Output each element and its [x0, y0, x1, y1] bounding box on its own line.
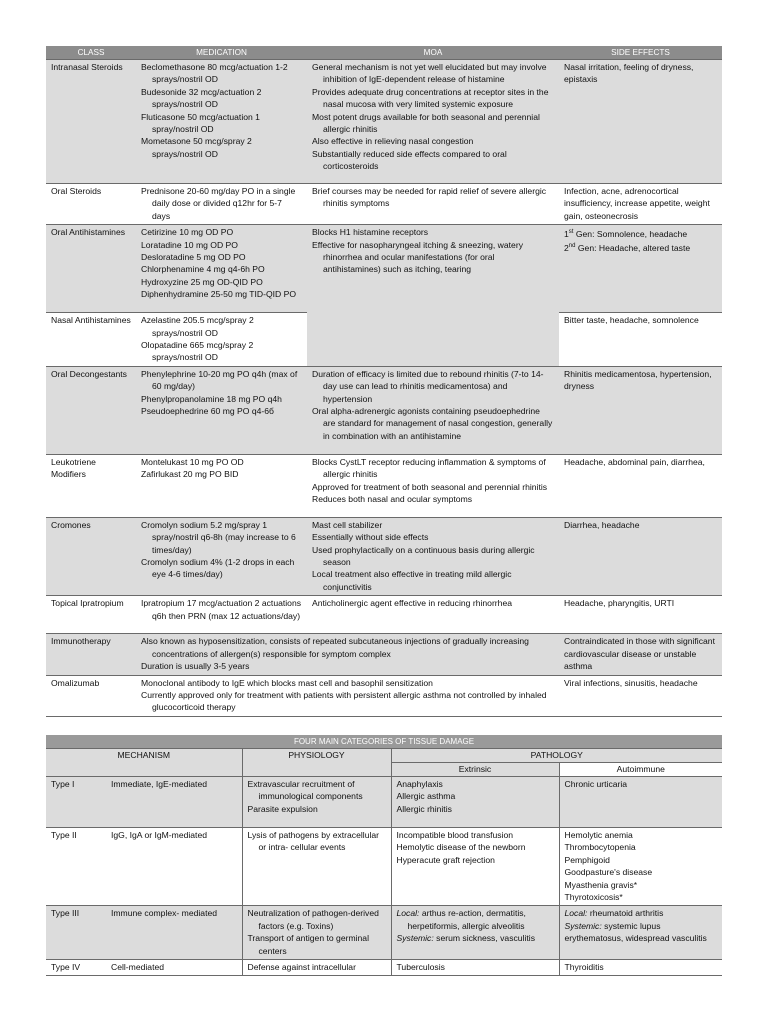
extrinsic-systemic: Systemic: serum sickness, vasculitis [396, 933, 535, 944]
row-mechanism: Cell-mediated [106, 960, 242, 976]
medication-entry: Phenylephrine 10-20 mg PO q4h (max of 60 mg/day) [141, 368, 298, 392]
extrinsic-entry: Allergic rhinitis [396, 803, 452, 814]
row-autoimmune [559, 960, 722, 976]
medication-entry: Prednisone 20-60 mg/day PO in a single daily dose or divided q12hr for 5-7 days [141, 186, 296, 221]
autoimmune-entry: Thrombocytopenia [564, 842, 636, 853]
tissue-table-title-row [46, 735, 722, 749]
row-extrinsic [391, 906, 559, 960]
medication-entry: Beclomethasone 80 mcg/actuation 1-2 sprays/nostril OD [141, 62, 288, 85]
moa-entry: Blocks CystLT receptor reducing inflammation & symptoms of allergic rhinitis [312, 456, 546, 480]
medication-entry: Olopatadine 665 mcg/spray 2 sprays/nostril OD [141, 340, 254, 363]
moa-entry: Most potent drugs available for both seasonal and perennial allergic rhinitis [312, 111, 540, 135]
moa-entry: Oral alpha-adrenergic agonists containing pseudoephedrine are standard for management of nasal congestion, generally in combination with an antihistamine [312, 406, 553, 441]
drug-table-header [46, 46, 722, 60]
autoimmune-entry: Goodpasture's disease [564, 867, 653, 878]
medication-entry: Pseudoephedrine 60 mg PO q4-6б [141, 406, 274, 417]
row-description [136, 634, 559, 675]
row-side-effects: Diarrhea, headache [559, 517, 722, 595]
physiology-entry: Parasite expulsion [247, 803, 318, 814]
medication-entry: Ipratropium 17 mcg/actuation 2 actuations q6h then PRN (max 12 actuations/day) [141, 598, 302, 621]
moa-entry: Essentially without side effects [312, 532, 429, 543]
row-moa [307, 366, 559, 454]
row-mechanism: Immune complex- mediated [106, 906, 242, 960]
row-class: Nasal Antihistamines [46, 313, 136, 367]
medication-entry: Desloratadine 5 mg OD PO [141, 252, 246, 263]
row-class: Immunotherapy [46, 634, 136, 675]
row-side-effects: Rhinitis medicamentosa, hypertension, dryness [559, 366, 722, 454]
table-row [46, 60, 722, 184]
medication-entry: Cetirizine 10 mg OD PO [141, 227, 234, 238]
description-entry: Duration is usually 3-5 years [141, 661, 250, 672]
medication-entry: Montelukast 10 mg PO OD [141, 456, 244, 467]
moa-entry: Duration of efficacy is limited due to rebound rhinitis (7-to 14-day use can lead to rhinitis medicamentosa) and hypertension [312, 368, 544, 404]
table-row [46, 517, 722, 595]
row-side-effects: Infection, acne, adrenocortical insufficiency, increase appetite, weight gain, osteonecrosis [559, 184, 722, 225]
row-side-effects: Bitter taste, headache, somnolence [559, 313, 722, 367]
autoimmune-entry: Myasthenia gravis* [564, 879, 638, 890]
row-side-effects: Headache, abdominal pain, diarrhea, [559, 454, 722, 517]
header-autoimmune: Autoimmune [559, 763, 722, 777]
extrinsic-entry: Allergic asthma [396, 791, 456, 802]
moa-entry: Approved for treatment of both seasonal and perennial rhinitis [312, 481, 548, 492]
medication-entry: Azelastine 205.5 mcg/spray 2 sprays/nostril OD [141, 315, 254, 338]
medication-entry: Mometasone 50 mcg/spray 2 sprays/nostril OD [141, 136, 252, 159]
row-side-effects [559, 225, 722, 313]
row-class: Intranasal Steroids [46, 60, 136, 184]
row-medications [136, 313, 307, 367]
medication-entry: Zafirlukast 20 mg PO BID [141, 469, 239, 480]
row-type: Type I [46, 777, 106, 828]
side-effect-first-gen: 1st Gen: Somnolence, headache [564, 229, 688, 240]
row-physiology [242, 960, 391, 976]
medication-entry: Cromolyn sodium 4% (1-2 drops in each eye 4-6 times/day) [141, 557, 295, 580]
row-mechanism: Immediate, IgE-mediated [106, 777, 242, 828]
extrinsic-local: Local: arthus re-action, dermatitis, herpetiformis, allergic alveolitis [396, 908, 526, 931]
table-row [46, 596, 722, 634]
side-effect-second-gen: 2nd Gen: Headache, altered taste [564, 243, 691, 254]
extrinsic-entry: Hyperacute graft rejection [396, 854, 495, 865]
row-side-effects: Nasal irritation, feeling of dryness, epistaxis [559, 60, 722, 184]
row-description [136, 675, 559, 716]
tissue-table-title: FOUR MAIN CATEGORIES OF TISSUE DAMAGE [46, 735, 722, 749]
moa-entry: General mechanism is not yet well elucidated but may involve inhibition of IgE-dependent release of histamine [312, 62, 547, 85]
row-medications [136, 454, 307, 517]
medication-entry: Hydroxyzine 25 mg OD-QID PO [141, 276, 263, 287]
row-extrinsic [391, 828, 559, 906]
physiology-entry: Neutralization of pathogen-derived factors (e.g. Toxins) [247, 908, 379, 931]
moa-entry: Blocks H1 histamine receptors [312, 227, 429, 238]
row-autoimmune [559, 828, 722, 906]
row-class: Topical Ipratropium [46, 596, 136, 634]
row-class: Oral Decongestants [46, 366, 136, 454]
row-physiology [242, 906, 391, 960]
row-class: Omalizumab [46, 675, 136, 716]
row-class: Oral Antihistamines [46, 225, 136, 313]
row-moa [307, 517, 559, 595]
extrinsic-entry: Anaphylaxis [396, 779, 443, 789]
autoimmune-entry: Thyroiditis [564, 962, 604, 973]
physiology-entry: Extravascular recruitment of immunological components [247, 779, 363, 802]
tissue-damage-table [46, 735, 722, 976]
description-entry: Monoclonal antibody to IgE which blocks mast cell and basophil sensitization [141, 677, 433, 688]
header-extrinsic: Extrinsic [391, 763, 559, 777]
row-class: Oral Steroids [46, 184, 136, 225]
table-row [46, 454, 722, 517]
extrinsic-entry: Tuberculosis [396, 962, 445, 973]
autoimmune-entry: Chronic urticaria [564, 779, 628, 789]
table-row [46, 828, 722, 906]
moa-entry: Substantially reduced side effects compared to oral corticosteroids [312, 148, 507, 172]
moa-entry: Local treatment also effective in treating mild allergic conjunctivitis [312, 569, 512, 592]
row-type: Type III [46, 906, 106, 960]
table-row [46, 366, 722, 454]
row-mechanism: IgG, IgA or IgM-mediated [106, 828, 242, 906]
row-autoimmune [559, 777, 722, 828]
moa-entry: Used prophylactically on a continuous basis during allergic season [312, 544, 535, 568]
header-medication: MEDICATION [136, 46, 307, 60]
row-autoimmune [559, 906, 722, 960]
row-medications [136, 366, 307, 454]
medication-entry: Loratadine 10 mg OD PO [141, 239, 238, 250]
row-type: Type II [46, 828, 106, 906]
table-row [46, 225, 722, 313]
row-moa [307, 596, 559, 634]
row-extrinsic [391, 777, 559, 828]
table-row [46, 777, 722, 828]
description-entry: Currently approved only for treatment with patients with persistent allergic asthma not controlled by inhaled glucocorticoid therapy [141, 689, 547, 713]
moa-entry: Effective for nasopharyngeal itching & sneezing, watery rhinorrhea and ocular manifestations (for oral antihistamines) such as itching, tearing [312, 239, 523, 275]
extrinsic-entry: Hemolytic disease of the newborn [396, 842, 526, 853]
header-moa: MOA [307, 46, 559, 60]
medication-entry: Chlorphenamine 4 mg q4-6h PO [141, 264, 265, 275]
tissue-table-header-row [46, 749, 722, 763]
row-medications [136, 184, 307, 225]
row-medications [136, 517, 307, 595]
moa-entry: Brief courses may be needed for rapid relief of severe allergic rhinitis symptoms [312, 186, 547, 209]
header-side-effects: SIDE EFFECTS [559, 46, 722, 60]
table-row [46, 634, 722, 675]
table-row [46, 960, 722, 976]
table-row [46, 675, 722, 716]
autoimmune-systemic: Systemic: systemic lupus erythematosus, widespread vasculitis [564, 920, 707, 944]
header-pathology: PATHOLOGY [391, 749, 722, 763]
drug-table [46, 46, 722, 717]
autoimmune-local: Local: rheumatoid arthritis [564, 908, 664, 919]
medication-entry: Phenylpropanolamine 18 mg PO q4h [141, 393, 282, 404]
autoimmune-entry: Thyrotoxicosis* [564, 892, 623, 903]
row-side-effects: Viral infections, sinusitis, headache [559, 675, 722, 716]
row-side-effects: Contraindicated in those with significant cardiovascular disease or unstable asthma [559, 634, 722, 675]
medication-entry: Budesonide 32 mcg/actuation 2 sprays/nostril OD [141, 86, 262, 110]
autoimmune-entry: Hemolytic anemia [564, 830, 633, 840]
table-row [46, 906, 722, 960]
row-moa [307, 60, 559, 184]
physiology-entry: Lysis of pathogens by extracellular or intra- cellular events [247, 830, 380, 853]
header-class: CLASS [46, 46, 136, 60]
row-moa [307, 225, 559, 367]
medication-entry: Fluticasone 50 mcg/actuation 1 spray/nostril OD [141, 111, 260, 135]
moa-entry: Reduces both nasal and ocular symptoms [312, 494, 473, 505]
row-side-effects: Headache, pharyngitis, URTI [559, 596, 722, 634]
row-moa [307, 184, 559, 225]
physiology-entry: Transport of antigen to germinal centers [247, 933, 369, 956]
table-row [46, 184, 722, 225]
header-mechanism: MECHANISM [46, 749, 242, 777]
description-entry: Also known as hyposensitization, consists of repeated subcutaneous injections of gradually increasing concentrations of allergen(s) responsible for symptom complex [141, 636, 529, 659]
extrinsic-entry: Incompatible blood transfusion [396, 830, 514, 840]
row-type: Type IV [46, 960, 106, 976]
row-medications [136, 596, 307, 634]
medication-entry: Diphenhydramine 25-50 mg TID-QID PO [141, 289, 297, 300]
row-physiology [242, 777, 391, 828]
row-extrinsic [391, 960, 559, 976]
row-moa [307, 454, 559, 517]
medication-entry: Cromolyn sodium 5.2 mg/spray 1 spray/nostril q6-8h (may increase to 6 times/day) [141, 519, 296, 555]
row-class: Cromones [46, 517, 136, 595]
moa-entry: Mast cell stabilizer [312, 519, 383, 530]
row-class: Leukotriene Modifiers [46, 454, 136, 517]
moa-entry: Provides adequate drug concentrations at receptor sites in the nasal mucosa with very limited systemic exposure [312, 86, 549, 110]
moa-entry: Also effective in relieving nasal congestion [312, 136, 474, 147]
row-medications [136, 60, 307, 184]
moa-entry: Anticholinergic agent effective in reducing rhinorrhea [312, 598, 513, 609]
autoimmune-entry: Pemphigoid [564, 854, 610, 865]
header-physiology: PHYSIOLOGY [242, 749, 391, 777]
row-medications [136, 225, 307, 313]
physiology-entry: Defense against intracellular [247, 962, 356, 973]
row-physiology [242, 828, 391, 906]
